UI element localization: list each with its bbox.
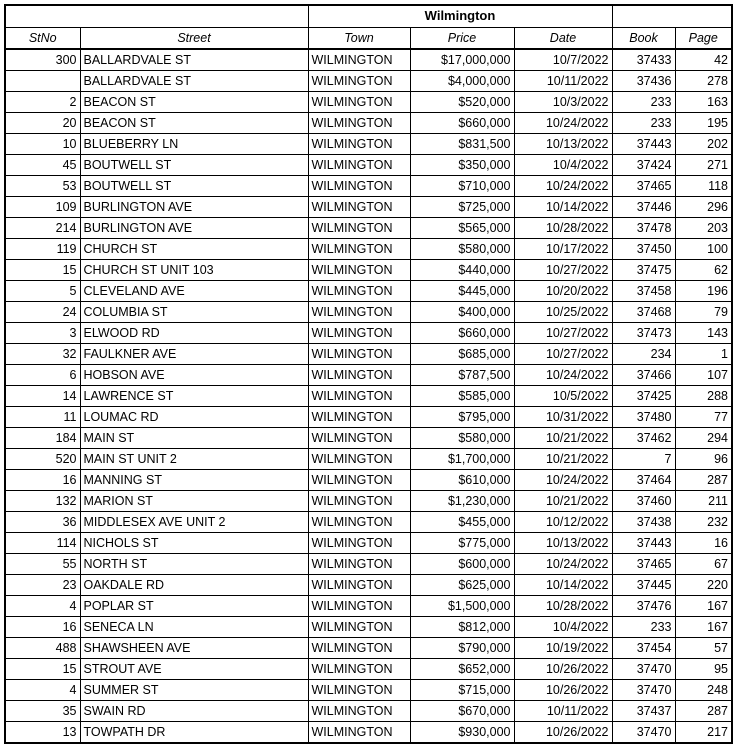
- cell-price: $455,000: [410, 511, 514, 532]
- cell-book: 37466: [612, 364, 675, 385]
- cell-page: 67: [675, 553, 732, 574]
- cell-stno: 4: [5, 595, 80, 616]
- cell-street: SENECA LN: [80, 616, 308, 637]
- table-row: [5, 637, 732, 658]
- cell-book: 37468: [612, 301, 675, 322]
- cell-book: 37465: [612, 553, 675, 574]
- cell-town: WILMINGTON: [308, 280, 410, 301]
- cell-date: 10/28/2022: [514, 595, 612, 616]
- cell-stno: 32: [5, 343, 80, 364]
- cell-price: $520,000: [410, 91, 514, 112]
- cell-date: 10/24/2022: [514, 469, 612, 490]
- cell-street: COLUMBIA ST: [80, 301, 308, 322]
- table-row: [5, 553, 732, 574]
- cell-date: 10/11/2022: [514, 700, 612, 721]
- cell-book: 37473: [612, 322, 675, 343]
- cell-date: 10/27/2022: [514, 343, 612, 364]
- cell-town: WILMINGTON: [308, 112, 410, 133]
- table-row: [5, 259, 732, 280]
- table-row: [5, 301, 732, 322]
- cell-book: 233: [612, 112, 675, 133]
- cell-date: 10/24/2022: [514, 364, 612, 385]
- cell-price: $1,500,000: [410, 595, 514, 616]
- cell-town: WILMINGTON: [308, 70, 410, 91]
- header-book: Book: [612, 27, 675, 49]
- cell-stno: 184: [5, 427, 80, 448]
- cell-street: MIDDLESEX AVE UNIT 2: [80, 511, 308, 532]
- table-body: [5, 49, 732, 743]
- cell-street: TOWPATH DR: [80, 721, 308, 743]
- cell-town: WILMINGTON: [308, 322, 410, 343]
- cell-page: 211: [675, 490, 732, 511]
- cell-date: 10/24/2022: [514, 553, 612, 574]
- cell-price: $710,000: [410, 175, 514, 196]
- table-row: [5, 217, 732, 238]
- cell-price: $725,000: [410, 196, 514, 217]
- cell-street: MAIN ST: [80, 427, 308, 448]
- cell-town: WILMINGTON: [308, 196, 410, 217]
- cell-stno: 6: [5, 364, 80, 385]
- cell-town: WILMINGTON: [308, 91, 410, 112]
- cell-price: $831,500: [410, 133, 514, 154]
- cell-date: 10/31/2022: [514, 406, 612, 427]
- cell-stno: 36: [5, 511, 80, 532]
- cell-street: NICHOLS ST: [80, 532, 308, 553]
- cell-price: $565,000: [410, 217, 514, 238]
- header-date: Date: [514, 27, 612, 49]
- cell-stno: 53: [5, 175, 80, 196]
- table-row: [5, 427, 732, 448]
- cell-price: $795,000: [410, 406, 514, 427]
- cell-price: $787,500: [410, 364, 514, 385]
- cell-book: 37425: [612, 385, 675, 406]
- cell-date: 10/7/2022: [514, 49, 612, 71]
- cell-book: 37437: [612, 700, 675, 721]
- cell-page: 248: [675, 679, 732, 700]
- cell-street: BEACON ST: [80, 112, 308, 133]
- cell-stno: 300: [5, 49, 80, 71]
- cell-price: $812,000: [410, 616, 514, 637]
- table-row: [5, 364, 732, 385]
- cell-town: WILMINGTON: [308, 343, 410, 364]
- cell-street: SWAIN RD: [80, 700, 308, 721]
- table-row: [5, 70, 732, 91]
- table-row: [5, 595, 732, 616]
- cell-book: 37470: [612, 721, 675, 743]
- cell-page: 288: [675, 385, 732, 406]
- table-row: [5, 112, 732, 133]
- cell-price: $600,000: [410, 553, 514, 574]
- cell-price: $585,000: [410, 385, 514, 406]
- cell-book: 37478: [612, 217, 675, 238]
- cell-stno: [5, 70, 80, 91]
- cell-town: WILMINGTON: [308, 700, 410, 721]
- cell-page: 79: [675, 301, 732, 322]
- cell-price: $350,000: [410, 154, 514, 175]
- cell-stno: 132: [5, 490, 80, 511]
- cell-book: 37465: [612, 175, 675, 196]
- cell-town: WILMINGTON: [308, 238, 410, 259]
- cell-street: BALLARDVALE ST: [80, 49, 308, 71]
- cell-stno: 520: [5, 448, 80, 469]
- cell-price: $652,000: [410, 658, 514, 679]
- cell-town: WILMINGTON: [308, 49, 410, 71]
- cell-town: WILMINGTON: [308, 679, 410, 700]
- table-row: [5, 490, 732, 511]
- cell-price: $660,000: [410, 322, 514, 343]
- cell-date: 10/19/2022: [514, 637, 612, 658]
- cell-page: 294: [675, 427, 732, 448]
- cell-page: 1: [675, 343, 732, 364]
- cell-stno: 11: [5, 406, 80, 427]
- table-row: [5, 448, 732, 469]
- cell-book: 37458: [612, 280, 675, 301]
- cell-street: SHAWSHEEN AVE: [80, 637, 308, 658]
- cell-price: $660,000: [410, 112, 514, 133]
- cell-street: FAULKNER AVE: [80, 343, 308, 364]
- header-stno: StNo: [5, 27, 80, 49]
- cell-stno: 214: [5, 217, 80, 238]
- cell-town: WILMINGTON: [308, 637, 410, 658]
- cell-town: WILMINGTON: [308, 133, 410, 154]
- cell-price: $775,000: [410, 532, 514, 553]
- cell-date: 10/5/2022: [514, 385, 612, 406]
- title-spacer-left: [5, 5, 308, 27]
- cell-book: 233: [612, 91, 675, 112]
- table-row: [5, 133, 732, 154]
- cell-date: 10/14/2022: [514, 196, 612, 217]
- cell-stno: 15: [5, 259, 80, 280]
- cell-page: 271: [675, 154, 732, 175]
- cell-book: 37438: [612, 511, 675, 532]
- cell-page: 167: [675, 595, 732, 616]
- cell-page: 296: [675, 196, 732, 217]
- cell-date: 10/21/2022: [514, 490, 612, 511]
- cell-stno: 45: [5, 154, 80, 175]
- cell-street: NORTH ST: [80, 553, 308, 574]
- cell-price: $17,000,000: [410, 49, 514, 71]
- cell-price: $440,000: [410, 259, 514, 280]
- cell-stno: 20: [5, 112, 80, 133]
- cell-page: 163: [675, 91, 732, 112]
- cell-date: 10/21/2022: [514, 448, 612, 469]
- cell-page: 57: [675, 637, 732, 658]
- cell-page: 42: [675, 49, 732, 71]
- cell-street: MANNING ST: [80, 469, 308, 490]
- cell-date: 10/11/2022: [514, 70, 612, 91]
- cell-stno: 119: [5, 238, 80, 259]
- table-row: [5, 154, 732, 175]
- cell-town: WILMINGTON: [308, 721, 410, 743]
- cell-page: 62: [675, 259, 732, 280]
- cell-page: 96: [675, 448, 732, 469]
- cell-town: WILMINGTON: [308, 553, 410, 574]
- cell-price: $4,000,000: [410, 70, 514, 91]
- cell-date: 10/4/2022: [514, 154, 612, 175]
- cell-price: $400,000: [410, 301, 514, 322]
- cell-date: 10/24/2022: [514, 175, 612, 196]
- cell-page: 287: [675, 469, 732, 490]
- cell-town: WILMINGTON: [308, 469, 410, 490]
- cell-stno: 16: [5, 616, 80, 637]
- cell-price: $715,000: [410, 679, 514, 700]
- cell-book: 37450: [612, 238, 675, 259]
- cell-price: $1,230,000: [410, 490, 514, 511]
- table-title: Wilmington: [308, 5, 612, 27]
- cell-town: WILMINGTON: [308, 175, 410, 196]
- table-row: [5, 574, 732, 595]
- cell-stno: 2: [5, 91, 80, 112]
- cell-page: 196: [675, 280, 732, 301]
- header-page: Page: [675, 27, 732, 49]
- cell-street: MAIN ST UNIT 2: [80, 448, 308, 469]
- cell-page: 95: [675, 658, 732, 679]
- cell-book: 37470: [612, 658, 675, 679]
- cell-price: $445,000: [410, 280, 514, 301]
- cell-book: 37443: [612, 532, 675, 553]
- sales-table: [4, 4, 733, 744]
- cell-street: BOUTWELL ST: [80, 154, 308, 175]
- cell-price: $790,000: [410, 637, 514, 658]
- cell-town: WILMINGTON: [308, 595, 410, 616]
- header-row: [5, 27, 732, 49]
- cell-page: 232: [675, 511, 732, 532]
- cell-date: 10/14/2022: [514, 574, 612, 595]
- table-row: [5, 469, 732, 490]
- cell-stno: 13: [5, 721, 80, 743]
- cell-town: WILMINGTON: [308, 427, 410, 448]
- cell-book: 37433: [612, 49, 675, 71]
- cell-street: MARION ST: [80, 490, 308, 511]
- cell-stno: 10: [5, 133, 80, 154]
- table-row: [5, 91, 732, 112]
- cell-town: WILMINGTON: [308, 217, 410, 238]
- cell-stno: 15: [5, 658, 80, 679]
- cell-street: BURLINGTON AVE: [80, 196, 308, 217]
- table-row: [5, 511, 732, 532]
- table-row: [5, 532, 732, 553]
- cell-page: 278: [675, 70, 732, 91]
- table-row: [5, 679, 732, 700]
- cell-book: 7: [612, 448, 675, 469]
- table-row: [5, 322, 732, 343]
- cell-street: STROUT AVE: [80, 658, 308, 679]
- cell-town: WILMINGTON: [308, 616, 410, 637]
- cell-date: 10/13/2022: [514, 133, 612, 154]
- cell-street: BLUEBERRY LN: [80, 133, 308, 154]
- header-price: Price: [410, 27, 514, 49]
- cell-book: 37454: [612, 637, 675, 658]
- cell-book: 37445: [612, 574, 675, 595]
- cell-page: 167: [675, 616, 732, 637]
- table-row: [5, 343, 732, 364]
- cell-price: $685,000: [410, 343, 514, 364]
- cell-street: OAKDALE RD: [80, 574, 308, 595]
- cell-page: 100: [675, 238, 732, 259]
- cell-stno: 24: [5, 301, 80, 322]
- cell-town: WILMINGTON: [308, 658, 410, 679]
- cell-date: 10/24/2022: [514, 112, 612, 133]
- cell-street: ELWOOD RD: [80, 322, 308, 343]
- cell-price: $1,700,000: [410, 448, 514, 469]
- cell-stno: 35: [5, 700, 80, 721]
- cell-street: CHURCH ST UNIT 103: [80, 259, 308, 280]
- cell-town: WILMINGTON: [308, 301, 410, 322]
- table-row: [5, 721, 732, 743]
- cell-page: 217: [675, 721, 732, 743]
- cell-page: 107: [675, 364, 732, 385]
- cell-street: BALLARDVALE ST: [80, 70, 308, 91]
- cell-page: 118: [675, 175, 732, 196]
- cell-stno: 3: [5, 322, 80, 343]
- cell-date: 10/12/2022: [514, 511, 612, 532]
- cell-book: 37460: [612, 490, 675, 511]
- table-row: [5, 385, 732, 406]
- cell-book: 37462: [612, 427, 675, 448]
- cell-street: LAWRENCE ST: [80, 385, 308, 406]
- cell-street: BOUTWELL ST: [80, 175, 308, 196]
- cell-price: $580,000: [410, 238, 514, 259]
- cell-price: $580,000: [410, 427, 514, 448]
- table-row: [5, 175, 732, 196]
- cell-stno: 23: [5, 574, 80, 595]
- cell-street: CLEVELAND AVE: [80, 280, 308, 301]
- cell-page: 77: [675, 406, 732, 427]
- cell-book: 37436: [612, 70, 675, 91]
- cell-date: 10/4/2022: [514, 616, 612, 637]
- cell-date: 10/3/2022: [514, 91, 612, 112]
- cell-date: 10/13/2022: [514, 532, 612, 553]
- cell-street: HOBSON AVE: [80, 364, 308, 385]
- cell-book: 233: [612, 616, 675, 637]
- cell-stno: 16: [5, 469, 80, 490]
- cell-page: 143: [675, 322, 732, 343]
- cell-date: 10/28/2022: [514, 217, 612, 238]
- cell-book: 37446: [612, 196, 675, 217]
- cell-date: 10/27/2022: [514, 322, 612, 343]
- cell-book: 37480: [612, 406, 675, 427]
- cell-date: 10/17/2022: [514, 238, 612, 259]
- cell-stno: 114: [5, 532, 80, 553]
- cell-date: 10/26/2022: [514, 679, 612, 700]
- cell-date: 10/21/2022: [514, 427, 612, 448]
- cell-town: WILMINGTON: [308, 364, 410, 385]
- cell-street: SUMMER ST: [80, 679, 308, 700]
- table-row: [5, 49, 732, 71]
- table-row: [5, 196, 732, 217]
- cell-town: WILMINGTON: [308, 448, 410, 469]
- cell-town: WILMINGTON: [308, 574, 410, 595]
- cell-town: WILMINGTON: [308, 406, 410, 427]
- cell-book: 37424: [612, 154, 675, 175]
- cell-street: BURLINGTON AVE: [80, 217, 308, 238]
- cell-date: 10/27/2022: [514, 259, 612, 280]
- cell-page: 203: [675, 217, 732, 238]
- cell-book: 37476: [612, 595, 675, 616]
- cell-book: 37470: [612, 679, 675, 700]
- cell-page: 16: [675, 532, 732, 553]
- cell-street: CHURCH ST: [80, 238, 308, 259]
- cell-book: 37443: [612, 133, 675, 154]
- cell-book: 37475: [612, 259, 675, 280]
- title-spacer-right: [612, 5, 732, 27]
- cell-book: 37464: [612, 469, 675, 490]
- cell-town: WILMINGTON: [308, 490, 410, 511]
- cell-town: WILMINGTON: [308, 532, 410, 553]
- title-row: [5, 5, 732, 27]
- cell-stno: 55: [5, 553, 80, 574]
- cell-page: 195: [675, 112, 732, 133]
- table-row: [5, 700, 732, 721]
- cell-street: LOUMAC RD: [80, 406, 308, 427]
- table-row: [5, 238, 732, 259]
- cell-town: WILMINGTON: [308, 511, 410, 532]
- header-town: Town: [308, 27, 410, 49]
- cell-stno: 488: [5, 637, 80, 658]
- cell-date: 10/26/2022: [514, 658, 612, 679]
- cell-book: 234: [612, 343, 675, 364]
- cell-page: 202: [675, 133, 732, 154]
- cell-town: WILMINGTON: [308, 259, 410, 280]
- cell-stno: 5: [5, 280, 80, 301]
- cell-page: 287: [675, 700, 732, 721]
- cell-price: $670,000: [410, 700, 514, 721]
- cell-town: WILMINGTON: [308, 385, 410, 406]
- table-row: [5, 616, 732, 637]
- cell-page: 220: [675, 574, 732, 595]
- table-row: [5, 406, 732, 427]
- cell-date: 10/25/2022: [514, 301, 612, 322]
- cell-date: 10/26/2022: [514, 721, 612, 743]
- cell-street: POPLAR ST: [80, 595, 308, 616]
- cell-price: $930,000: [410, 721, 514, 743]
- cell-stno: 14: [5, 385, 80, 406]
- header-street: Street: [80, 27, 308, 49]
- cell-price: $610,000: [410, 469, 514, 490]
- cell-price: $625,000: [410, 574, 514, 595]
- cell-town: WILMINGTON: [308, 154, 410, 175]
- cell-stno: 4: [5, 679, 80, 700]
- table-row: [5, 280, 732, 301]
- cell-date: 10/20/2022: [514, 280, 612, 301]
- table-row: [5, 658, 732, 679]
- cell-stno: 109: [5, 196, 80, 217]
- cell-street: BEACON ST: [80, 91, 308, 112]
